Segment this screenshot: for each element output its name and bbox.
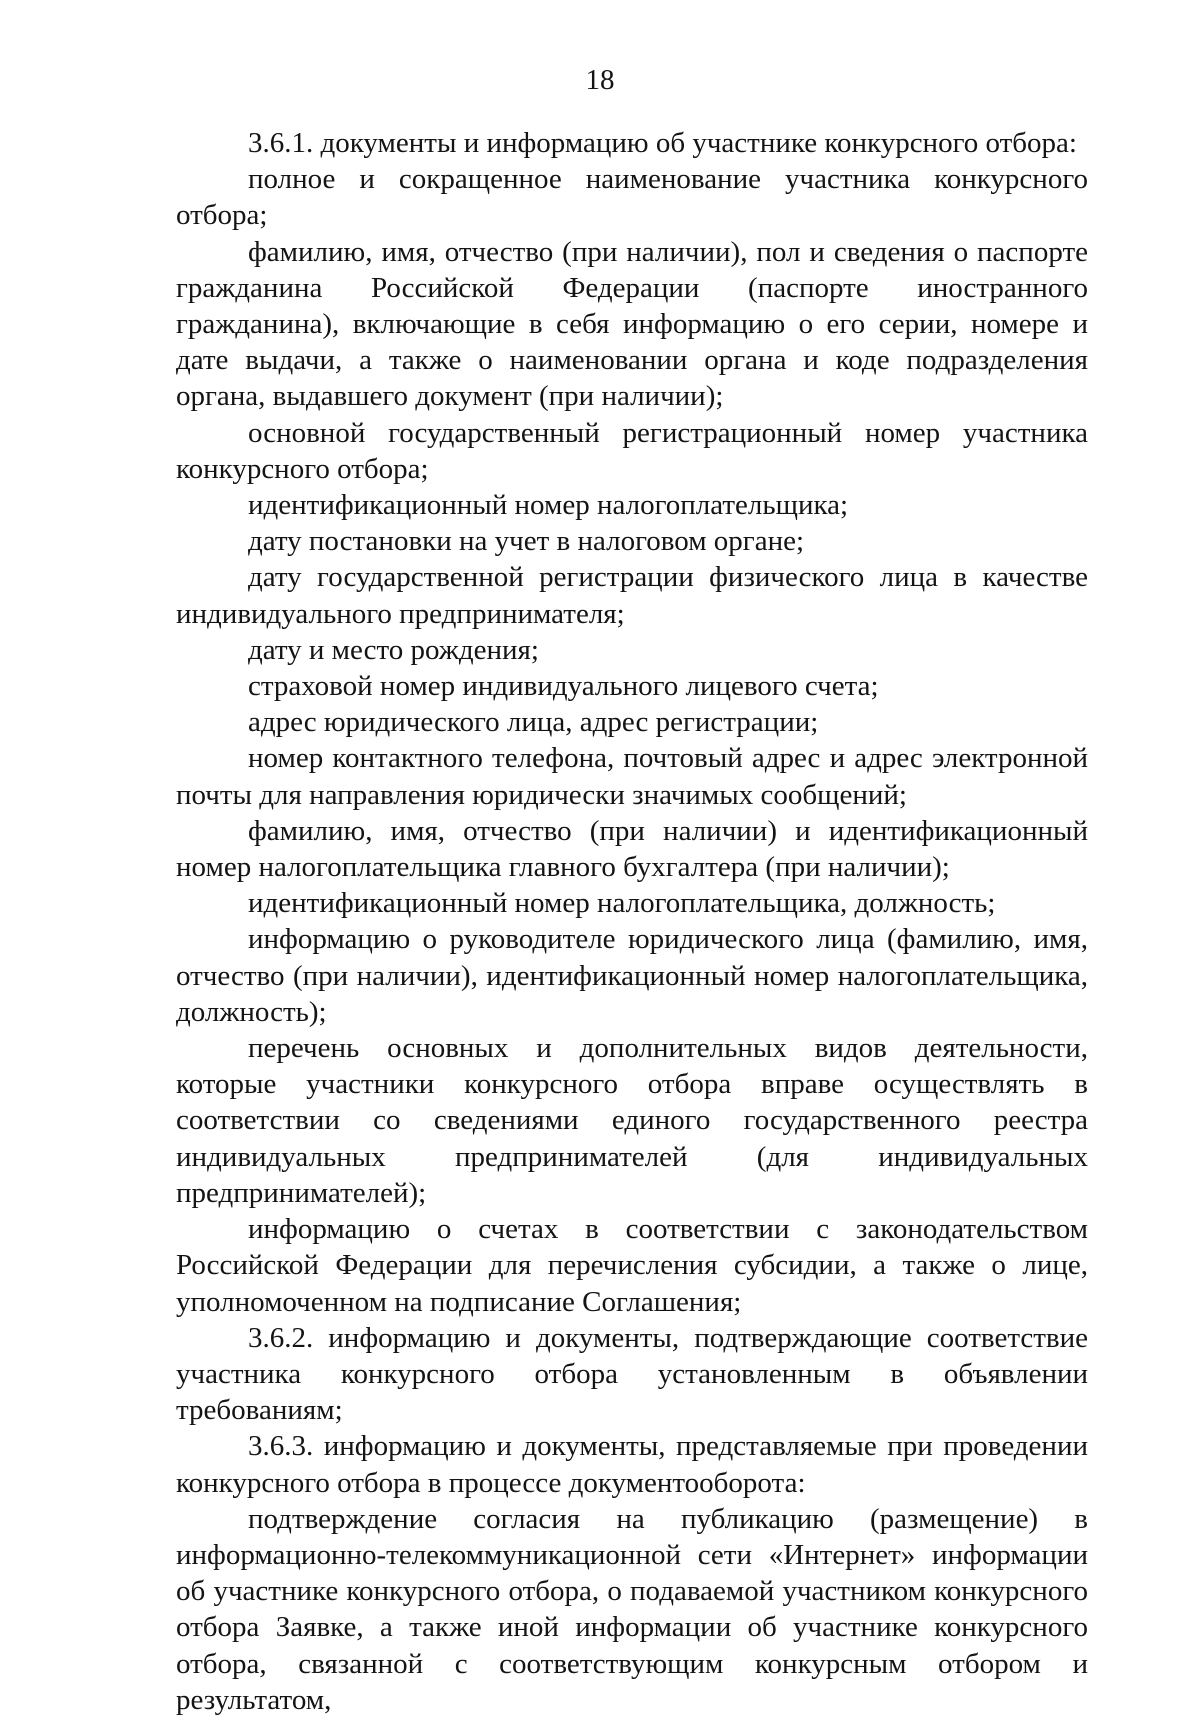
paragraph: 3.6.2. информацию и документы, подтверждающие соответствие участника конкурсного отбора установленным в объявлении требованиям;	[176, 1321, 1088, 1427]
paragraph: полное и сокращенное наименование участника конкурсного отбора;	[176, 163, 1088, 232]
paragraph: информацию о счетах в соответствии с законодательством Российской Федерации для перечисления субсидии, а также о лице, уполномоченном на подписание Соглашения;	[176, 1213, 1088, 1318]
paragraph: страховой номер индивидуального лицевого счета;	[248, 670, 879, 703]
paragraph: идентификационный номер налогоплательщика, должность;	[248, 887, 996, 920]
document-body	[176, 125, 1088, 1718]
page-number: 18	[585, 64, 615, 96]
paragraph: информацию о руководителе юридического лица (фамилию, имя, отчество (при наличии), идентификационный номер налогоплательщика, должность);	[176, 923, 1088, 1028]
paragraph: дату постановки на учет в налоговом органе;	[248, 525, 805, 558]
paragraph: фамилию, имя, отчество (при наличии) и идентификационный номер налогоплательщика главного бухгалтера (при наличии);	[176, 814, 1088, 884]
paragraph: идентификационный номер налогоплательщика;	[248, 489, 849, 522]
paragraph: адрес юридического лица, адрес регистрации;	[248, 706, 819, 739]
paragraph: подтверждение согласия на публикацию (размещение) в информационно-телекоммуникационной сети «Интернет» информации об участнике конкурсного отбора, о подаваемой участником конкурсного отбора Заявке, а также иной информации об участнике конкурсного отбора, связанной с соответствующим конкурсным отбором и результатом,	[176, 1502, 1088, 1716]
paragraph: номер контактного телефона, почтовый адрес и адрес электронной почты для направления юридически значимых сообщений;	[176, 742, 1088, 811]
paragraph: перечень основных и дополнительных видов деятельности, которые участники конкурсного отбора вправе осуществлять в соответствии со сведениями единого государственного реестра индивидуальных предпринимателей (для индивидуальных предпринимателей);	[176, 1032, 1088, 1209]
paragraph: 3.6.3. информацию и документы, представляемые при проведении конкурсного отбора в процессе документооборота:	[176, 1430, 1088, 1499]
paragraph: основной государственный регистрационный номер участника конкурсного отбора;	[176, 416, 1088, 485]
paragraph: 3.6.1. документы и информацию об участнике конкурсного отбора:	[248, 127, 1077, 159]
paragraph: фамилию, имя, отчество (при наличии), пол и сведения о паспорте гражданина Российской Федерации (паспорте иностранного гражданина), включающие в себя информацию о его серии, номере и дате выдачи, а также о наименовании органа и коде подразделения органа, выдавшего документ (при наличии);	[176, 235, 1088, 413]
paragraph: дату и место рождения;	[248, 633, 539, 666]
paragraph: дату государственной регистрации физического лица в качестве индивидуального предпринимателя;	[176, 561, 1088, 630]
